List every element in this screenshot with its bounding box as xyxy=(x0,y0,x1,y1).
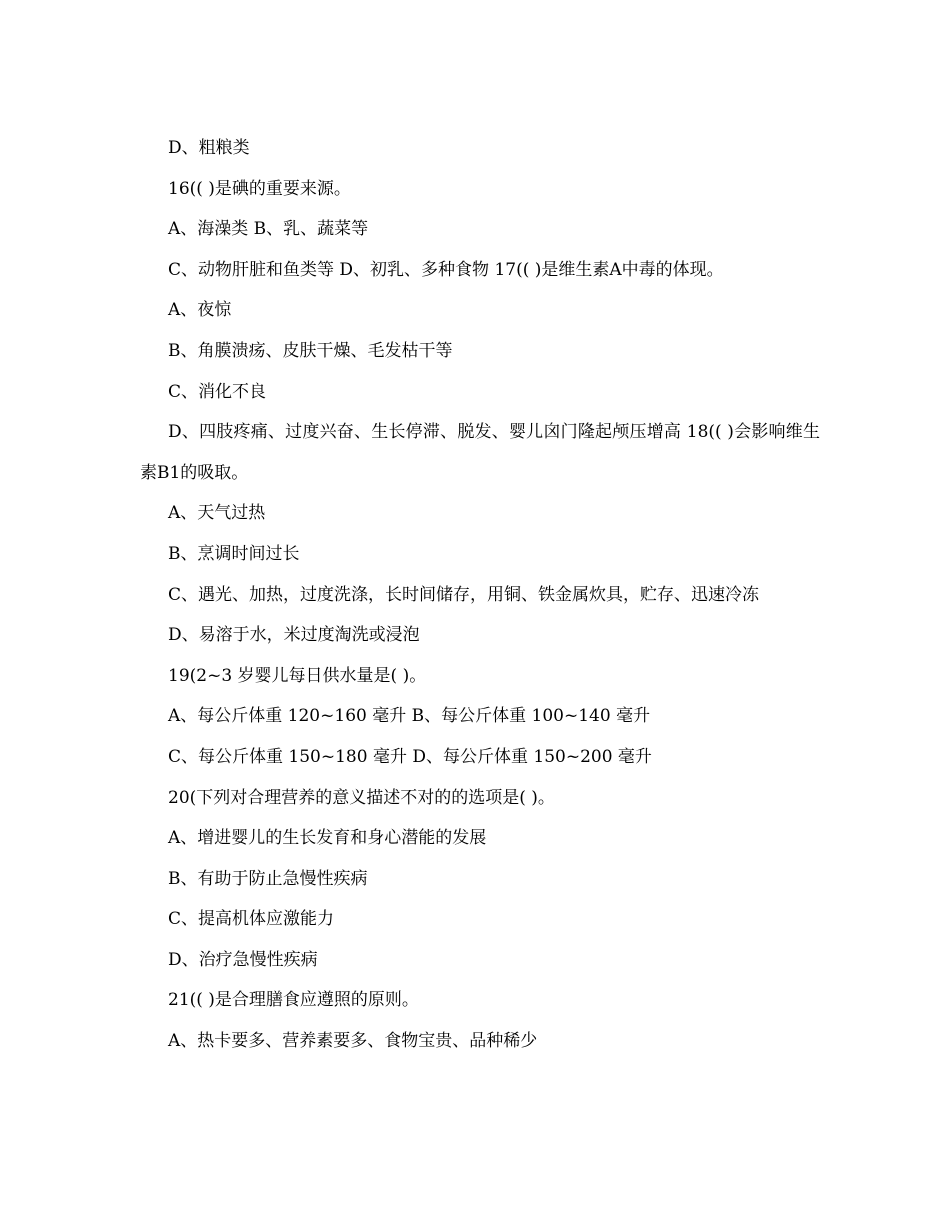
question-20-option-a: A、增进婴儿的生长发育和身心潜能的发展 xyxy=(168,828,487,849)
question-19-options-cd: C、每公斤体重 150~180 毫升 D、每公斤体重 150~200 毫升 xyxy=(168,746,652,767)
question-21: 21(( )是合理膳食应遵照的原则。 xyxy=(168,990,419,1011)
question-18-option-b: B、烹调时间过长 xyxy=(168,543,300,564)
question-16: 16(( )是碘的重要来源。 xyxy=(168,178,351,199)
question-20-option-b: B、有助于防止急慢性疾病 xyxy=(168,868,368,889)
question-18-option-a: A、天气过热 xyxy=(168,503,266,524)
question-17-option-a: A、夜惊 xyxy=(168,300,232,321)
question-19: 19(2~3 岁婴儿每日供水量是( )。 xyxy=(168,665,427,686)
question-18-option-c: C、遇光、加热，过度洗涤，长时间储存，用铜、铁金属炊具，贮存、迅速冷冻 xyxy=(168,584,760,605)
question-17-option-c: C、消化不良 xyxy=(168,381,267,402)
document-body xyxy=(140,128,820,1062)
question-21-option-a: A、热卡要多、营养素要多、食物宝贵、品种稀少 xyxy=(168,1031,538,1052)
question-19-options-ab: A、每公斤体重 120~160 毫升 B、每公斤体重 100~140 毫升 xyxy=(168,706,651,727)
question-20-option-c: C、提高机体应激能力 xyxy=(168,909,335,930)
question-20: 20(下列对合理营养的意义描述不对的的选项是( )。 xyxy=(168,787,555,808)
question-17-option-d-question-18: D、四肢疼痛、过度兴奋、生长停滞、脱发、婴儿囟门隆起颅压增高 18(( )会影响维生素B1的吸取。 xyxy=(140,422,820,483)
question-18-option-d: D、易溶于水，米过度淘洗或浸泡 xyxy=(168,625,420,646)
question-16-options-cd-question-17: C、动物肝脏和鱼类等 D、初乳、多种食物 17(( )是维生素A中毒的体现。 xyxy=(168,259,724,280)
question-17-option-b: B、角膜溃疡、皮肤干燥、毛发枯干等 xyxy=(168,340,453,361)
question-20-option-d: D、治疗急慢性疾病 xyxy=(168,949,318,970)
question-16-options-ab: A、海澡类 B、乳、蔬菜等 xyxy=(168,219,369,240)
option-d-coarse-grains: D、粗粮类 xyxy=(168,138,250,158)
